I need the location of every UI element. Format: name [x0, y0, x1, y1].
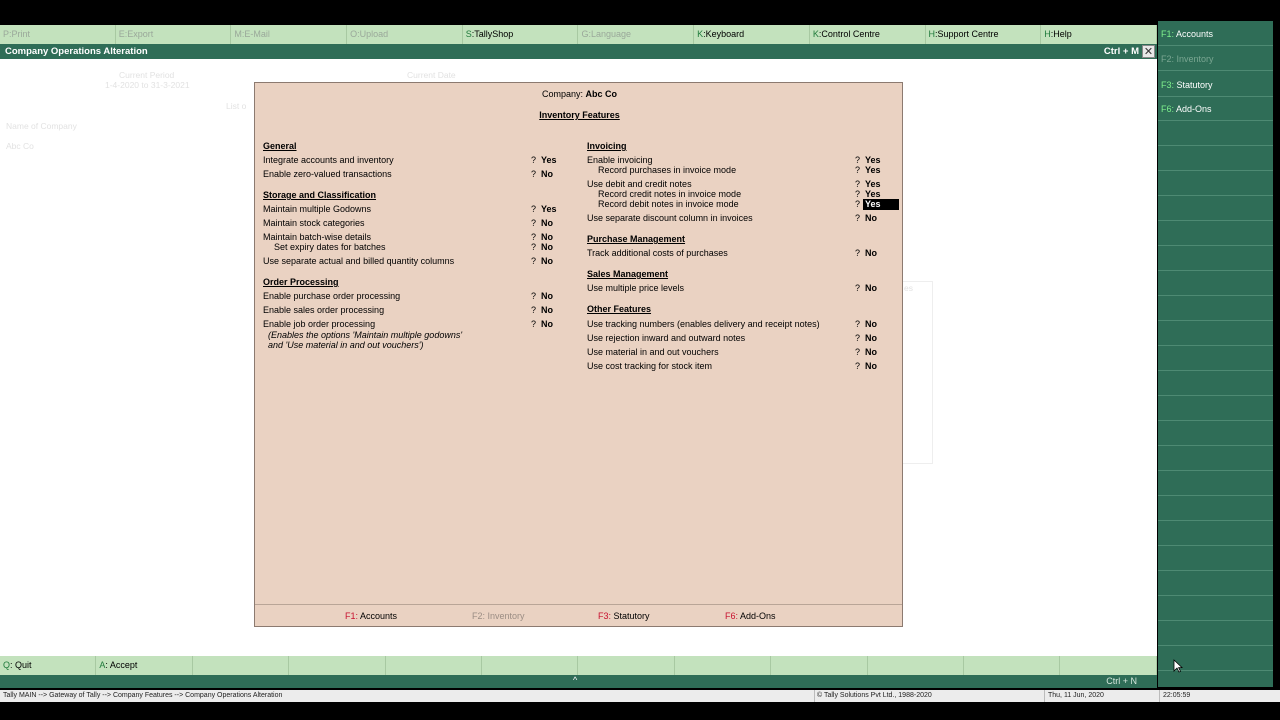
dialog-footer-f6-addons[interactable] — [725, 611, 776, 621]
quit-key: Q — [3, 660, 11, 670]
feature-row-label: Enable zero-valued transactions — [263, 169, 392, 179]
ctrl-n-shortcut[interactable]: Ctrl + N — [1106, 676, 1137, 686]
menu-language-key: G — [581, 29, 589, 39]
feature-row-label: Track additional costs of purchases — [587, 248, 728, 258]
feature-value[interactable] — [855, 213, 877, 224]
feature-row-label: Enable invoicing — [587, 155, 653, 165]
side-button-empty[interactable] — [1158, 247, 1273, 271]
ghost-panel — [902, 281, 933, 464]
job-order-note-line-1: (Enables the options 'Maintain multiple godowns' — [268, 330, 463, 340]
feature-row-label: Use debit and credit notes — [587, 179, 692, 189]
side-button-empty[interactable] — [1158, 347, 1273, 371]
value-text: No — [865, 347, 878, 357]
section-storage-header: Storage and Classification — [263, 190, 377, 200]
value-text: No — [541, 169, 554, 179]
feature-value[interactable] — [531, 218, 553, 229]
feature-row-label: Maintain stock categories — [263, 218, 365, 228]
value-text: Yes — [541, 204, 557, 214]
side-button-empty[interactable] — [1158, 122, 1273, 146]
value-text: No — [865, 283, 878, 293]
feature-row-label: Enable sales order processing — [263, 305, 385, 315]
accept-key: A — [99, 660, 106, 670]
question-mark: ? — [531, 242, 537, 252]
feature-value[interactable] — [531, 256, 553, 267]
close-icon[interactable]: ✕ — [1143, 46, 1154, 58]
feature-value[interactable] — [531, 169, 553, 180]
bottom-button-empty[interactable] — [578, 656, 674, 675]
value-text: No — [541, 218, 554, 228]
ghost-current-period-value: 1-4-2020 to 31-3-2021 — [105, 80, 190, 90]
feature-row-label: Set expiry dates for batches — [274, 242, 386, 252]
feature-row-label: Use separate actual and billed quantity columns — [263, 256, 455, 266]
side-button-empty[interactable] — [1158, 172, 1273, 196]
menu-export-key: E — [118, 29, 125, 39]
menu-support-centre-label: Support Centre — [937, 29, 999, 39]
side-button-empty[interactable] — [1158, 222, 1273, 246]
feature-value[interactable] — [855, 361, 877, 372]
feature-value[interactable] — [531, 242, 553, 253]
value-text: No — [541, 242, 554, 252]
expand-caret-icon[interactable]: ^ — [573, 675, 578, 685]
fkey-label: Add-Ons — [740, 611, 776, 621]
side-button-empty[interactable] — [1158, 422, 1273, 446]
question-mark: ? — [531, 204, 537, 214]
question-mark: ? — [855, 283, 861, 293]
value-text: No — [541, 256, 554, 266]
side-fkey: F1: — [1161, 29, 1175, 39]
feature-row-label: Enable job order processing — [263, 319, 376, 329]
side-fkey-label: Inventory — [1176, 54, 1214, 64]
status-divider — [814, 690, 815, 702]
menu-control-centre-key: K — [812, 29, 819, 39]
fkey-label: Inventory — [487, 611, 525, 621]
question-mark: ? — [531, 155, 537, 165]
bottom-button-empty[interactable] — [771, 656, 867, 675]
side-button-empty[interactable] — [1158, 572, 1273, 596]
fkey: F1: — [345, 611, 359, 621]
menu-print[interactable]: P:Print — [0, 25, 116, 44]
feature-value[interactable] — [855, 333, 877, 344]
menu-language-label: Language — [590, 29, 632, 39]
side-button-empty[interactable] — [1158, 322, 1273, 346]
feature-value[interactable] — [855, 165, 881, 176]
menu-email-label: E-Mail — [244, 29, 270, 39]
side-fkey-label: Add-Ons — [1176, 104, 1212, 114]
side-button-f2-inventory[interactable] — [1158, 47, 1273, 71]
menu-upload[interactable]: O:Upload — [347, 25, 463, 44]
feature-value[interactable] — [855, 283, 877, 294]
company-name: Abc Co — [585, 89, 618, 99]
side-fkey-label: Statutory — [1176, 80, 1213, 90]
inventory-features-dialog — [254, 82, 903, 627]
feature-value[interactable] — [855, 248, 877, 259]
side-button-empty[interactable] — [1158, 397, 1273, 421]
ctrl-n-bar — [0, 675, 1157, 688]
menu-language[interactable]: G:Language — [578, 25, 694, 44]
feature-value[interactable] — [531, 204, 557, 215]
feature-row-label: Use separate discount column in invoices — [587, 213, 753, 223]
status-bar — [0, 690, 1280, 702]
bottom-button-empty[interactable] — [1060, 656, 1156, 675]
question-mark: ? — [855, 361, 861, 371]
side-button-empty[interactable] — [1158, 597, 1273, 621]
feature-row-label: Record debit notes in invoice mode — [598, 199, 739, 209]
menu-tallyshop-label: TallyShop — [474, 29, 514, 39]
value-text: Yes — [865, 179, 881, 189]
menu-keyboard-label: Keyboard — [705, 29, 745, 39]
quit-label: Quit — [15, 660, 32, 670]
ghost-company-value: Abc Co — [6, 141, 34, 151]
menu-keyboard[interactable]: K:Keyboard — [694, 25, 810, 44]
dialog-company-line — [255, 89, 904, 99]
question-mark: ? — [531, 319, 537, 329]
status-divider — [1044, 690, 1045, 702]
quit-button[interactable]: Q: Quit — [0, 656, 96, 675]
side-button-f3-statutory[interactable] — [1158, 73, 1273, 97]
dialog-footer-f1-accounts[interactable] — [345, 611, 397, 621]
side-button-empty[interactable] — [1158, 297, 1273, 321]
title-shortcut: Ctrl + M — [1103, 46, 1139, 57]
value-text: No — [865, 248, 878, 258]
feature-row-label: Use cost tracking for stock item — [587, 361, 713, 371]
menu-export[interactable]: E:Export — [116, 25, 232, 44]
menu-upload-key: O — [350, 29, 358, 39]
menu-print-key: P — [3, 29, 10, 39]
side-button-empty[interactable] — [1158, 272, 1273, 296]
menu-control-centre-label: Control Centre — [821, 29, 880, 39]
feature-row-label: Maintain multiple Godowns — [263, 204, 372, 214]
question-mark: ? — [531, 232, 537, 242]
value-text: Yes — [541, 155, 557, 165]
ghost-list-label: List o — [226, 101, 247, 111]
question-mark: ? — [855, 155, 861, 165]
feature-value[interactable] — [531, 155, 557, 166]
side-fkey: F6: — [1161, 104, 1175, 114]
section-other-header: Other Features — [587, 304, 652, 314]
side-button-empty[interactable] — [1158, 472, 1273, 496]
right-button-panel — [1158, 21, 1273, 687]
ghost-name-of-company-label: Name of Company — [6, 121, 77, 131]
feature-value[interactable] — [855, 319, 877, 330]
ghost-side-fragment: es — [904, 283, 913, 293]
menu-help-label: Help — [1053, 29, 1072, 39]
feature-value[interactable] — [855, 347, 877, 358]
side-button-empty[interactable] — [1158, 622, 1273, 646]
feature-row-label: Record credit notes in invoice mode — [598, 189, 742, 199]
feature-row-label: Use multiple price levels — [587, 283, 685, 293]
value-text: No — [865, 319, 878, 329]
value-text: No — [865, 213, 878, 223]
side-button-empty[interactable] — [1158, 447, 1273, 471]
question-mark: ? — [855, 319, 861, 329]
question-mark: ? — [531, 218, 537, 228]
menu-help[interactable]: H:Help — [1041, 25, 1157, 44]
accept-button[interactable]: A: Accept — [96, 656, 192, 675]
feature-row-label: Record purchases in invoice mode — [598, 165, 737, 175]
feature-value-active[interactable] — [855, 199, 899, 210]
side-fkey: F3: — [1161, 80, 1175, 90]
question-mark: ? — [855, 179, 861, 189]
status-time: 22:05:59 — [1163, 692, 1191, 699]
dialog-footer — [255, 604, 902, 626]
top-menu-bar — [0, 25, 1157, 44]
value-text: No — [541, 232, 554, 242]
fkey: F6: — [725, 611, 739, 621]
feature-row-label: Integrate accounts and inventory — [263, 155, 394, 165]
fkey: F2: — [472, 611, 486, 621]
section-general-header: General — [263, 141, 297, 151]
window-title-bar — [0, 44, 1157, 59]
job-order-note-line-2: and 'Use material in and out vouchers') — [268, 340, 424, 350]
bottom-button-empty[interactable] — [289, 656, 385, 675]
menu-email-key: M — [234, 29, 242, 39]
side-button-empty[interactable] — [1158, 197, 1273, 221]
question-mark: ? — [855, 189, 861, 199]
menu-print-label: Print — [11, 29, 31, 39]
menu-keyboard-key: K — [697, 29, 704, 39]
question-mark: ? — [855, 165, 861, 175]
feature-row-label: Use material in and out vouchers — [587, 347, 719, 357]
value-text: No — [865, 361, 878, 371]
bottom-button-empty[interactable] — [193, 656, 289, 675]
bottom-button-bar — [0, 656, 1157, 675]
side-button-f6-addons[interactable] — [1158, 97, 1273, 121]
value-text: No — [541, 291, 554, 301]
side-button-empty[interactable] — [1158, 547, 1273, 571]
company-label: Company: — [541, 89, 583, 99]
feature-row-label: Use tracking numbers (enables delivery and receipt notes) — [587, 319, 820, 329]
section-order-header: Order Processing — [263, 277, 339, 287]
value-text: No — [541, 305, 554, 315]
value-text: No — [865, 333, 878, 343]
side-button-empty[interactable] — [1158, 372, 1273, 396]
menu-email[interactable]: M:E-Mail — [231, 25, 347, 44]
status-date: Thu, 11 Jun, 2020 — [1048, 692, 1104, 699]
status-breadcrumb: Tally MAIN --> Gateway of Tally --> Company Features --> Company Operations Alteration — [3, 692, 283, 699]
menu-help-key: H — [1044, 29, 1051, 39]
menu-export-label: Export — [127, 29, 154, 39]
bottom-button-empty[interactable] — [964, 656, 1060, 675]
feature-value[interactable] — [531, 291, 553, 302]
question-mark: ? — [855, 333, 861, 343]
question-mark: ? — [855, 199, 861, 209]
bottom-button-empty[interactable] — [386, 656, 482, 675]
feature-row-label: Maintain batch-wise details — [263, 232, 372, 242]
menu-support-centre-key: H — [928, 29, 935, 39]
feature-value[interactable] — [531, 305, 553, 316]
question-mark: ? — [855, 347, 861, 357]
side-fkey-label: Accounts — [1176, 29, 1214, 39]
menu-tallyshop-key: S — [465, 29, 472, 39]
question-mark: ? — [855, 213, 861, 223]
fkey: F3: — [598, 611, 612, 621]
bottom-button-empty[interactable] — [675, 656, 771, 675]
window-title: Company Operations Alteration — [5, 46, 148, 57]
feature-row-label: Use rejection inward and outward notes — [587, 333, 746, 343]
ghost-current-date-label: Current Date — [407, 70, 456, 80]
menu-support-centre[interactable]: H:Support Centre — [926, 25, 1042, 44]
value-text: Yes — [865, 155, 881, 165]
menu-tallyshop[interactable]: S:TallyShop — [463, 25, 579, 44]
ghost-current-period-label: Current Period — [119, 70, 175, 80]
dialog-footer-f3-statutory[interactable] — [598, 611, 650, 621]
mouse-pointer-icon — [1173, 659, 1183, 673]
status-divider — [1159, 690, 1160, 702]
fkey-label: Accounts — [360, 611, 398, 621]
status-copyright: © Tally Solutions Pvt Ltd., 1988-2020 — [817, 692, 932, 699]
question-mark: ? — [855, 248, 861, 258]
question-mark: ? — [531, 305, 537, 315]
feature-row-label: Enable purchase order processing — [263, 291, 401, 301]
question-mark: ? — [531, 291, 537, 301]
section-sales-header: Sales Management — [587, 269, 669, 279]
accept-label: Accept — [109, 660, 138, 670]
menu-upload-label: Upload — [359, 29, 389, 39]
bottom-button-empty[interactable] — [868, 656, 964, 675]
bottom-button-empty[interactable] — [482, 656, 578, 675]
side-button-empty[interactable] — [1158, 147, 1273, 171]
value-text: Yes — [865, 189, 881, 199]
dialog-footer-f2-inventory[interactable] — [472, 611, 525, 621]
section-invoicing-header: Invoicing — [587, 141, 627, 151]
side-button-empty[interactable] — [1158, 497, 1273, 521]
dialog-title: Inventory Features — [539, 110, 620, 120]
side-button-empty[interactable] — [1158, 522, 1273, 546]
value-text: No — [541, 319, 554, 329]
side-button-f1-accounts[interactable] — [1158, 22, 1273, 46]
value-text: Yes — [865, 165, 881, 175]
question-mark: ? — [531, 256, 537, 266]
feature-value[interactable] — [531, 319, 553, 330]
question-mark: ? — [531, 169, 537, 179]
menu-control-centre[interactable]: K:Control Centre — [810, 25, 926, 44]
section-purchase-header: Purchase Management — [587, 234, 686, 244]
fkey-label: Statutory — [613, 611, 650, 621]
value-text-selected: Yes — [863, 199, 899, 210]
side-fkey: F2: — [1161, 54, 1175, 64]
